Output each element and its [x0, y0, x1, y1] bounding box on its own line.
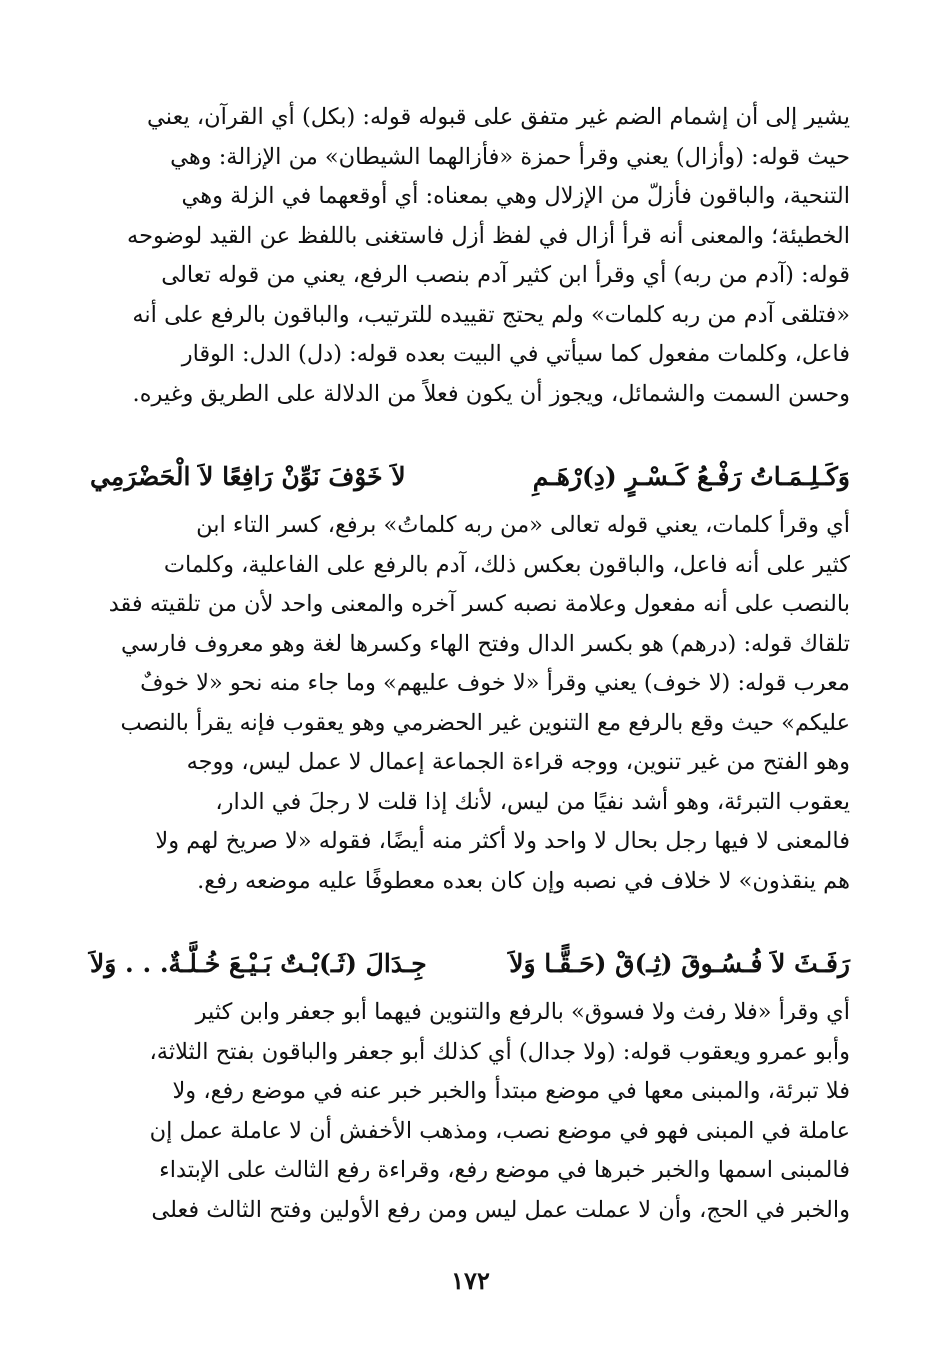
- text-line: فالمعنى لا فيها رجل بحال لا واحد ولا أكثر منه أيضًا، فقوله «لا صريخ لهم ولا: [155, 828, 850, 854]
- text-line: يشير إلى أن إشمام الضم غير متفق على قبوله قوله: (بكل) أي القرآن، يعني: [147, 104, 850, 130]
- text-line: عليكم» حيث وقع بالرفع مع التنوين غير الحضرمي وهو يعقوب فإنه يقرأ بالنصب: [120, 709, 850, 736]
- page-number: ١٧٢: [451, 1266, 490, 1295]
- text-line: فالمبنى اسمها والخبر خبرها في موضع رفع، وقراءة رفع الثالث على الإبتداء: [159, 1157, 850, 1183]
- text-line: هم ينقذون» لا خلاف في نصبه وإن كان بعده معطوفًا عليه موضعه رفع.: [197, 867, 850, 894]
- text-line: أي وقرأ كلمات، يعني قوله تعالى «من ربه كلماتُ» برفع، كسر التاء ابن: [196, 512, 850, 538]
- text-line: حيث قوله: (وأزال) يعني وقرأ حمزة «فأزالهما الشيطان» من الإزالة: وهي: [170, 143, 850, 170]
- text-line: التنحية، والباقون فأزلّ من الإزلال وهي بمعناه: أي أوقعهما في الزلة وهي: [181, 183, 850, 209]
- text-line: فاعل، وكلمات مفعول كما سيأتي في البيت بعده قوله: (دل) الدل: الوقار: [181, 341, 850, 367]
- text-line: تلقاك قوله: (درهم) هو بكسر الدال وفتح الهاء وكسرها لغة وهو معروف فارسي: [120, 630, 850, 657]
- text-line: الخطيئة؛ والمعنى أنه قرأ أزال في لفظ أزل فاستغنى باللفظ عن القيد لوضوحه: [127, 222, 850, 249]
- text-line: وهو الفتح من غير تنوين، ووجه قراءة الجماعة إعمال لا عمل ليس، ووجه: [186, 749, 850, 775]
- verse-first-hemistich: رَفَـثَ لاَ فُـسُـوقَ (ثِـ)قْ (حَـقًّـا وَلاَ: [509, 949, 850, 978]
- paragraph-commentary-1: [90, 98, 850, 414]
- verse-second-hemistich: لاَ خَوْفَ نَوِّنْ رَافِعًا لاَ الْحَضْرَمِي: [90, 462, 406, 491]
- text-line: أي وقرأ «فلا رفث ولا فسوق» بالرفع والتنوين فيهما أبو جعفر وابن كثير: [195, 999, 850, 1025]
- verse-second-hemistich: جِـدَالَ (ثَـ)بْـتٌ بَـيْـعَ خُـلَّـةٌ. . . وَلاَ: [90, 949, 427, 978]
- text-line: يعقوب التبرئة، وهو أشد نفيًا من ليس، لأنك إذا قلت لا رجلَ في الدار،: [215, 788, 850, 815]
- text-line: «فتلقى آدم من ربه كلمات» ولم يحتج تقييده للترتيب، والباقون بالرفع على أنه: [132, 301, 850, 328]
- text-line: وأبو عمرو ويعقوب قوله: (ولا جدال) أي كذلك أبو جعفر والباقون بفتح الثلاثة،: [149, 1038, 850, 1065]
- text-line: قوله: (آدم من ربه) أي وقرأ ابن كثير آدم بنصب الرفع، يعني من قوله تعالى: [161, 262, 850, 288]
- poem-verse-2: [90, 941, 850, 987]
- poem-verse-1: [90, 454, 850, 500]
- paragraph-commentary-2: [90, 506, 850, 901]
- text-line: والخبر في الحج، وأن لا عملت عمل ليس ومن رفع الأولين وفتح الثالث فعلى: [151, 1196, 850, 1223]
- verse-first-hemistich: وَكَـلِـمَـاتُ رَفْـعُ كَـسْـرٍ (دِ)رْهَـمِ: [532, 462, 850, 491]
- text-line: بالنصب على أنه مفعول وعلامة نصبه كسر آخره والمعنى واحد لأن من تلقيته فقد: [108, 591, 850, 617]
- text-line: عاملة في المبنى فهو في موضع نصب، ومذهب الأخفش أن لا عاملة عمل إن: [149, 1117, 850, 1144]
- text-line: فلا تبرئة، والمبنى معها في موضع مبتدأ والخبر خبر عنه في موضع رفع، ولا: [172, 1078, 850, 1104]
- text-line: معرب قوله: (لا خوف) يعني وقرأ «لا خوف عليهم» وما جاء منه نحو «لا خوفٌ: [140, 670, 850, 696]
- paragraph-commentary-3: [90, 993, 850, 1230]
- text-line: وحسن السمت والشمائل، ويجوز أن يكون فعلاً من الدلالة على الطريق وغيره.: [132, 380, 850, 407]
- text-line: كثير على أنه فاعل، والباقون بعكس ذلك، آدم بالرفع على الفاعلية، وكلمات: [163, 551, 850, 578]
